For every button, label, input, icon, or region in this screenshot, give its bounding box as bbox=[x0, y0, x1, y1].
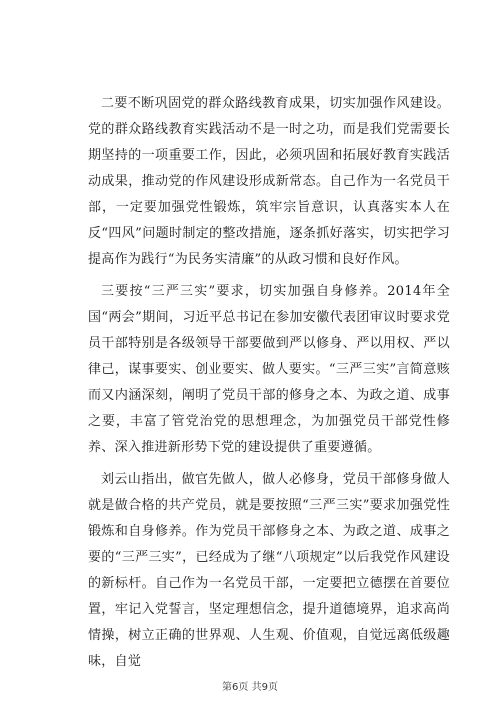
document-body bbox=[88, 91, 450, 681]
paragraph-2: 三要按“三严三实”要求，切实加强自身修养。2014年全国“两会”期间，习近平总书记在参加安徽代表团审议时要求党员干部特别是各级领导干部要做到严以修身、严以用权、严以律己，谋事要实、创业要实、做人要实。“三严三实”言简意赅而又内涵深刻，阐明了党员干部的修身之本、为政之道、成事之要，丰富了管党治党的思想理念，为加强党员干部党性修养、深入推进新形势下党的建设提供了重要遵循。 bbox=[88, 284, 450, 455]
paragraph-3: 刘云山指出，做官先做人，做人必修身，党员干部修身做人就是做合格的共产党员，就是要按照“三严三实”要求加强党性锻炼和自身修养。作为党员干部修身之本、为政之道、成事之要的“三严三实”，已经成为了继“八项规定”以后我党作风建设的新标杆。自己作为一名党员干部，一定要把立德摆在首要位置，牢记入党誓言，坚定理想信念，提升道德境界，追求高尚情操，树立正确的世界观、人生观、价值观，自觉远离低级趣味，自觉 bbox=[88, 472, 450, 669]
page-number-footer: 第6页 共9页 bbox=[222, 682, 278, 693]
paragraph-1: 二要不断巩固党的群众路线教育成果，切实加强作风建设。党的群众路线教育实践活动不是一时之功，而是我们党需要长期坚持的一项重要工作，因此，必须巩固和拓展好教育实践活动成果，推动党的作风建设形成新常态。自己作为一名党员干部，一定要加强党性锻炼，筑牢宗旨意识，认真落实本人在反“四风”问题时制定的整改措施，逐条抓好落实，切实把学习提高作为践行“为民务实清廉”的从政习惯和良好作风。 bbox=[88, 96, 450, 267]
